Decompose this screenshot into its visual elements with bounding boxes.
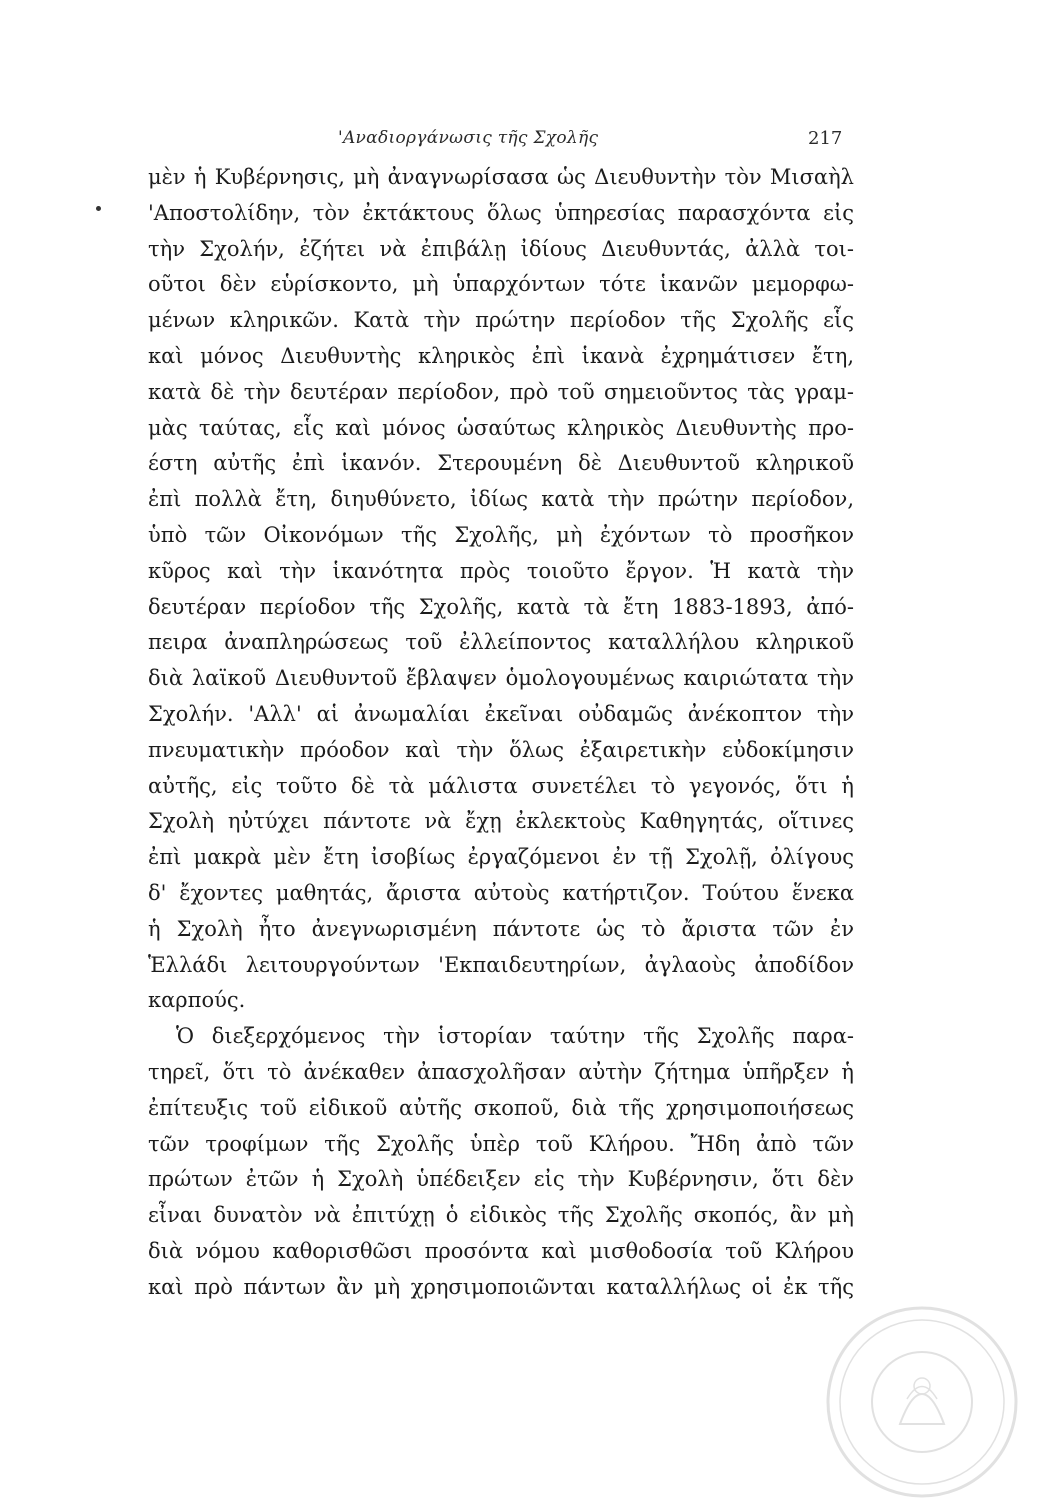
- text-line: καὶ μόνος Διευθυντὴς κληρικὸς ἐπὶ ἱκανὰ ἐχρημάτισεν ἔτη,: [148, 343, 854, 368]
- text-line: ἐπίτευξις τοῦ εἰδικοῦ αὐτῆς σκοποῦ, διὰ τῆς χρησιμοποιήσεως: [148, 1095, 854, 1120]
- text-line: δ' ἔχοντες μαθητάς, ἄριστα αὐτοὺς κατήρτιζον. Τούτου ἕνεκα: [148, 880, 854, 905]
- text-line: Ὁ διεξερχόμενος τὴν ἱστορίαν ταύτην τῆς Σχολῆς παρα-: [176, 1024, 854, 1049]
- text-line: μὲν ἡ Κυβέρνησις, μὴ ἀναγνωρίσασα ὡς Διευθυντὴν τὸν Μισαὴλ: [148, 165, 854, 189]
- text-line: κατὰ δὲ τὴν δευτέραν περίοδον, πρὸ τοῦ σημειοῦντος τὰς γραμ-: [148, 379, 854, 404]
- text-line: τὴν Σχολήν, ἐζήτει νὰ ἐπιβάλῃ ἰδίους Διευθυντάς, ἀλλὰ τοι-: [148, 236, 854, 261]
- text-line: μὰς ταύτας, εἷς καὶ μόνος ὡσαύτως κληρικὸς Διευθυντὴς προ-: [148, 415, 854, 440]
- text-line: ἡ Σχολὴ ἦτο ἀνεγνωρισμένη πάντοτε ὡς τὸ ἄριστα τῶν ἐν: [148, 916, 854, 941]
- margin-mark: [96, 206, 101, 211]
- running-head: 'Αναδιοργάνωσις τῆς Σχολῆς: [338, 128, 599, 148]
- text-line: πνευματικὴν πρόοδον καὶ τὴν ὅλως ἐξαιρετικὴν εὐδοκίμησιν: [148, 737, 854, 762]
- page-number: 217: [808, 128, 843, 149]
- text-line: ἐπὶ μακρὰ μὲν ἔτη ἰσοβίως ἐργαζόμενοι ἐν τῇ Σχολῇ, ὀλίγους: [148, 845, 854, 870]
- text-line: αὐτῆς, εἰς τοῦτο δὲ τὰ μάλιστα συνετέλει τὸ γεγονός, ὅτι ἡ: [148, 773, 854, 798]
- text-line: τηρεῖ, ὅτι τὸ ἀνέκαθεν ἀπασχολῆσαν αὐτὴν ζήτημα ὑπῆρξεν ἡ: [148, 1059, 854, 1084]
- text-line: εἶναι δυνατὸν νὰ ἐπιτύχῃ ὁ εἰδικὸς τῆς Σχολῆς σκοπός, ἂν μὴ: [148, 1203, 854, 1228]
- text-line: έστη αὐτῆς ἐπὶ ἱκανόν. Στερουμένη δὲ Διευθυντοῦ κληρικοῦ: [148, 451, 854, 476]
- text-line: ἐπὶ πολλὰ ἔτη, διηυθύνετο, ἰδίως κατὰ τὴν πρώτην περίοδον,: [148, 487, 854, 512]
- text-line: πειρα ἀναπληρώσεως τοῦ ἐλλείποντος καταλλήλου κληρικοῦ: [148, 630, 854, 655]
- text-line: Ἑλλάδι λειτουργούντων 'Εκπαιδευτηρίων, ἀγλαοὺς ἀποδίδον: [148, 952, 854, 977]
- text-line: κῦρος καὶ τὴν ἱκανότητα πρὸς τοιοῦτο ἔργον. Ἡ κατὰ τὴν: [148, 558, 854, 583]
- body-text: [148, 160, 854, 1306]
- text-line: καρπούς.: [148, 988, 246, 1013]
- text-line: 'Αποστολίδην, τὸν ἐκτάκτους ὅλως ὑπηρεσίας παρασχόντα εἰς: [148, 200, 854, 225]
- text-line: Σχολὴ ηὐτύχει πάντοτε νὰ ἔχῃ ἐκλεκτοὺς Καθηγητάς, οἵτινες: [148, 809, 854, 834]
- text-line: ὑπὸ τῶν Οἰκονόμων τῆς Σχολῆς, μὴ ἐχόντων τὸ προσῆκον: [148, 522, 854, 547]
- text-line: μένων κληρικῶν. Κατὰ τὴν πρώτην περίοδον τῆς Σχολῆς εἷς: [148, 308, 854, 333]
- text-line: οῦτοι δὲν εὑρίσκοντο, μὴ ὑπαρχόντων τότε ἱκανῶν μεμορφω-: [148, 272, 854, 297]
- text-line: καὶ πρὸ πάντων ἂν μὴ χρησιμοποιῶνται καταλλήλως οἱ ἐκ τῆς: [148, 1274, 854, 1299]
- text-line: Σχολήν. 'Αλλ' αἱ ἀνωμαλίαι ἐκεῖναι οὐδαμῶς ἀνέκοπτον τὴν: [148, 701, 854, 726]
- text-line: πρώτων ἐτῶν ἡ Σχολὴ ὑπέδειξεν εἰς τὴν Κυβέρνησιν, ὅτι δὲν: [148, 1167, 854, 1192]
- text-line: δευτέραν περίοδον τῆς Σχολῆς, κατὰ τὰ ἔτη 1883-1893, ἀπό-: [148, 594, 854, 619]
- text-line: διὰ λαϊκοῦ Διευθυντοῦ ἔβλαψεν ὁμολογουμένως καιριώτατα τὴν: [148, 666, 854, 691]
- text-line: τῶν τροφίμων τῆς Σχολῆς ὑπὲρ τοῦ Κλήρου. Ἤδη ἀπὸ τῶν: [148, 1131, 854, 1156]
- university-seal-icon: [822, 1304, 1022, 1500]
- text-line: διὰ νόμου καθορισθῶσι προσόντα καὶ μισθοδοσία τοῦ Κλήρου: [148, 1238, 854, 1263]
